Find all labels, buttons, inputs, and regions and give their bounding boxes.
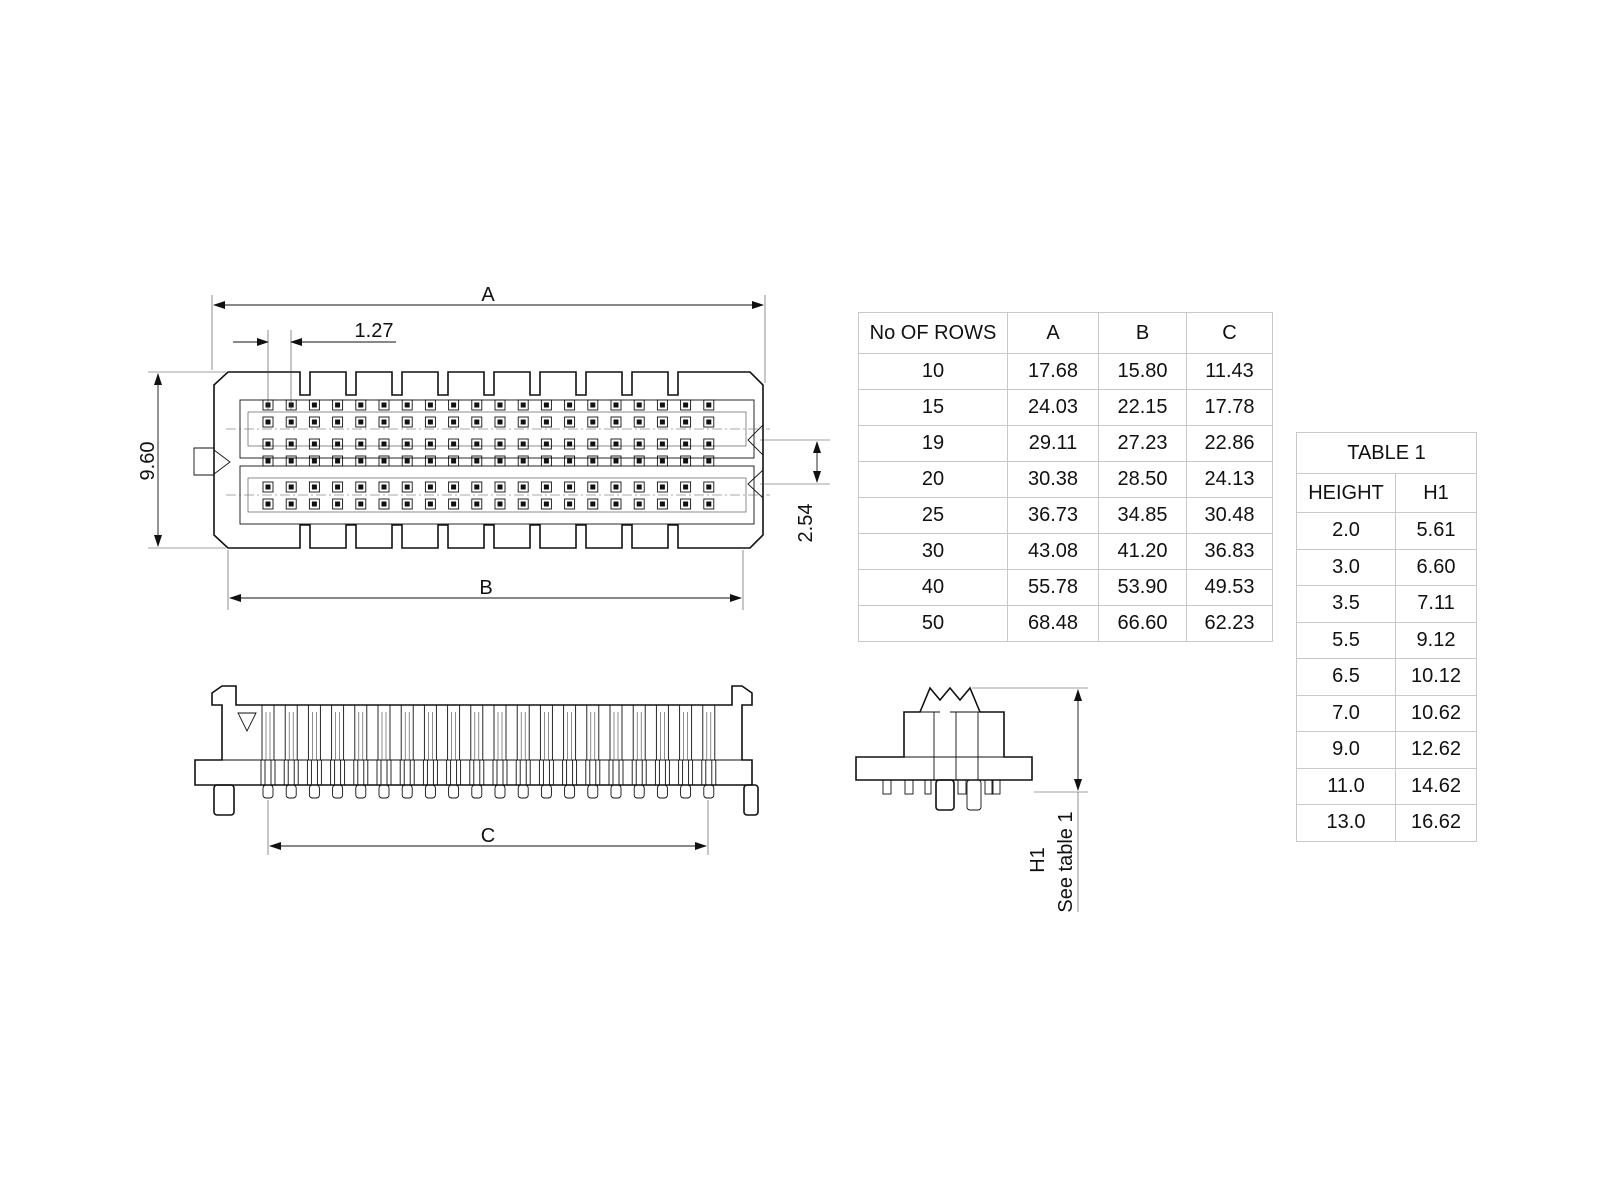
contact-column bbox=[308, 705, 320, 760]
contact-pad-core bbox=[289, 459, 294, 464]
contact-leg bbox=[609, 760, 613, 785]
contact-pad-core bbox=[706, 420, 711, 425]
contact-pad-core bbox=[498, 502, 503, 507]
side-view bbox=[856, 688, 1088, 913]
contact-pad-core bbox=[614, 403, 619, 408]
contact-pad-core bbox=[660, 485, 665, 490]
table-row bbox=[1297, 732, 1477, 769]
table-row bbox=[1297, 513, 1477, 550]
contact-pad-core bbox=[590, 485, 595, 490]
contact-column bbox=[448, 705, 460, 760]
contact-pad-core bbox=[312, 403, 317, 408]
contact-pad-core bbox=[382, 459, 387, 464]
dim-a-label: A bbox=[481, 284, 495, 306]
h1-cell: 6.60 bbox=[1396, 549, 1477, 586]
height-cell: 11.0 bbox=[1297, 768, 1396, 805]
h1-cell: 7.11 bbox=[1396, 586, 1477, 623]
contact-pad-core bbox=[544, 420, 549, 425]
contact-leg bbox=[447, 760, 451, 785]
contact-leg bbox=[539, 760, 543, 785]
contact-pad-core bbox=[706, 459, 711, 464]
b-cell: 34.85 bbox=[1099, 498, 1187, 534]
contact-pad-core bbox=[358, 459, 363, 464]
contact-pad-core bbox=[498, 485, 503, 490]
contact-pad-core bbox=[706, 442, 711, 447]
a-cell: 43.08 bbox=[1008, 534, 1099, 570]
contact-leg bbox=[261, 760, 265, 785]
a-cell: 36.73 bbox=[1008, 498, 1099, 534]
b-cell: 66.60 bbox=[1099, 606, 1187, 642]
contact-pad-core bbox=[266, 485, 271, 490]
contact-pad-core bbox=[706, 485, 711, 490]
contact-pad-core bbox=[637, 420, 642, 425]
contact-pad-core bbox=[567, 485, 572, 490]
contact-leg bbox=[493, 760, 497, 785]
c-cell: 11.43 bbox=[1187, 354, 1273, 390]
solder-tail bbox=[402, 785, 412, 798]
b-cell: 22.15 bbox=[1099, 390, 1187, 426]
contact-pad-core bbox=[335, 485, 340, 490]
solder-tail bbox=[657, 785, 667, 798]
contact-column bbox=[564, 705, 576, 760]
contact-pad-core bbox=[266, 420, 271, 425]
solder-tail bbox=[425, 785, 435, 798]
height-cell: 6.5 bbox=[1297, 659, 1396, 696]
contact-pad-core bbox=[405, 403, 410, 408]
contact-pad-core bbox=[428, 485, 433, 490]
height-table bbox=[1296, 432, 1477, 842]
contact-leg bbox=[480, 760, 484, 785]
contact-pad-core bbox=[660, 420, 665, 425]
contact-pad-core bbox=[683, 403, 688, 408]
contact-pad-core bbox=[660, 403, 665, 408]
contact-leg bbox=[573, 760, 577, 785]
solder-tail bbox=[565, 785, 575, 798]
contact-leg bbox=[586, 760, 590, 785]
height-cell: 3.5 bbox=[1297, 586, 1396, 623]
contact-pad-core bbox=[405, 502, 410, 507]
header-a: A bbox=[1008, 313, 1099, 354]
contact-pad-core bbox=[382, 485, 387, 490]
dim-pitch-label: 1.27 bbox=[354, 320, 394, 342]
contact-pad-core bbox=[521, 502, 526, 507]
table-row bbox=[859, 462, 1273, 498]
contact-pad-core bbox=[266, 442, 271, 447]
contact-pad-core bbox=[266, 459, 271, 464]
contact-pad-core bbox=[405, 485, 410, 490]
contact-pad-core bbox=[590, 502, 595, 507]
contact-column bbox=[332, 705, 344, 760]
contact-pad-core bbox=[428, 502, 433, 507]
contact-leg bbox=[712, 760, 716, 785]
contact-pad-core bbox=[289, 502, 294, 507]
contact-pad-core bbox=[614, 420, 619, 425]
rows-cell: 19 bbox=[859, 426, 1008, 462]
contact-leg bbox=[294, 760, 298, 785]
contact-pad-core bbox=[614, 459, 619, 464]
contact-leg bbox=[689, 760, 693, 785]
c-cell: 49.53 bbox=[1187, 570, 1273, 606]
contact-pad-core bbox=[451, 485, 456, 490]
contact-pad-core bbox=[451, 403, 456, 408]
table-row bbox=[1297, 659, 1477, 696]
contact-leg bbox=[377, 760, 381, 785]
contact-pad-core bbox=[474, 502, 479, 507]
contact-pad-core bbox=[521, 442, 526, 447]
contact-leg bbox=[387, 760, 391, 785]
h1-cell: 10.12 bbox=[1396, 659, 1477, 696]
contact-pad-core bbox=[382, 403, 387, 408]
contact-pad-core bbox=[637, 442, 642, 447]
c-cell: 36.83 bbox=[1187, 534, 1273, 570]
b-cell: 28.50 bbox=[1099, 462, 1187, 498]
solder-tail bbox=[681, 785, 691, 798]
contact-pad-core bbox=[567, 502, 572, 507]
contact-pad-core bbox=[706, 403, 711, 408]
contact-column bbox=[471, 705, 483, 760]
contact-column bbox=[517, 705, 529, 760]
rows-cell: 40 bbox=[859, 570, 1008, 606]
a-cell: 17.68 bbox=[1008, 354, 1099, 390]
h1-cell: 14.62 bbox=[1396, 768, 1477, 805]
contact-pad-core bbox=[382, 442, 387, 447]
contact-pad-core bbox=[451, 502, 456, 507]
solder-tail bbox=[333, 785, 343, 798]
header-no-of-rows: No OF ROWS bbox=[859, 313, 1008, 354]
contact-leg bbox=[632, 760, 636, 785]
h1-cell: 16.62 bbox=[1396, 805, 1477, 842]
solder-tail bbox=[541, 785, 551, 798]
dim-h1-label: H1 bbox=[1027, 847, 1049, 873]
contact-pad-core bbox=[683, 420, 688, 425]
front-view-contacts bbox=[261, 705, 716, 798]
contact-pad-core bbox=[614, 502, 619, 507]
contact-column bbox=[378, 705, 390, 760]
contact-pad-core bbox=[428, 459, 433, 464]
rows-dimension-table bbox=[858, 312, 1273, 642]
dim-h1-note: See table 1 bbox=[1055, 811, 1077, 913]
table-row bbox=[859, 390, 1273, 426]
contact-pad-core bbox=[335, 442, 340, 447]
contact-pad-core bbox=[451, 420, 456, 425]
h1-cell: 12.62 bbox=[1396, 732, 1477, 769]
contact-pad-core bbox=[428, 420, 433, 425]
contact-pad-core bbox=[521, 420, 526, 425]
rows-cell: 10 bbox=[859, 354, 1008, 390]
contact-pad-core bbox=[335, 403, 340, 408]
contact-leg bbox=[563, 760, 567, 785]
height-cell: 3.0 bbox=[1297, 549, 1396, 586]
solder-tail bbox=[356, 785, 366, 798]
contact-pad-core bbox=[660, 502, 665, 507]
contact-pad-core bbox=[451, 459, 456, 464]
solder-tail bbox=[449, 785, 459, 798]
contact-pad-core bbox=[289, 442, 294, 447]
a-cell: 29.11 bbox=[1008, 426, 1099, 462]
solder-tail bbox=[379, 785, 389, 798]
dim-width-label: 9.60 bbox=[137, 441, 159, 481]
contact-pad-core bbox=[521, 485, 526, 490]
contact-leg bbox=[642, 760, 646, 785]
contact-pad-core bbox=[428, 403, 433, 408]
a-cell: 68.48 bbox=[1008, 606, 1099, 642]
dim-c-label: C bbox=[480, 825, 496, 847]
contact-leg bbox=[470, 760, 474, 785]
table-row bbox=[859, 570, 1273, 606]
contact-leg bbox=[596, 760, 600, 785]
contact-column bbox=[401, 705, 413, 760]
c-cell: 30.48 bbox=[1187, 498, 1273, 534]
rows-cell: 50 bbox=[859, 606, 1008, 642]
solder-tail bbox=[518, 785, 528, 798]
b-cell: 53.90 bbox=[1099, 570, 1187, 606]
contact-leg bbox=[331, 760, 335, 785]
table-row bbox=[859, 534, 1273, 570]
contact-pad-core bbox=[451, 442, 456, 447]
contact-pad-core bbox=[312, 420, 317, 425]
contact-pad-core bbox=[382, 420, 387, 425]
contact-pad-core bbox=[498, 442, 503, 447]
contact-column bbox=[703, 705, 715, 760]
header-b: B bbox=[1099, 313, 1187, 354]
contact-pad-core bbox=[335, 420, 340, 425]
rows-cell: 20 bbox=[859, 462, 1008, 498]
a-cell: 55.78 bbox=[1008, 570, 1099, 606]
table-row bbox=[1297, 586, 1477, 623]
contact-leg bbox=[433, 760, 437, 785]
contact-leg bbox=[619, 760, 623, 785]
contact-pad-core bbox=[358, 442, 363, 447]
b-cell: 41.20 bbox=[1099, 534, 1187, 570]
contact-pad-core bbox=[590, 442, 595, 447]
a-cell: 30.38 bbox=[1008, 462, 1099, 498]
b-cell: 15.80 bbox=[1099, 354, 1187, 390]
contact-pad-core bbox=[637, 502, 642, 507]
contact-leg bbox=[284, 760, 288, 785]
contact-pad-core bbox=[567, 442, 572, 447]
contact-leg bbox=[516, 760, 520, 785]
contact-pad-core bbox=[312, 485, 317, 490]
height-table-title: TABLE 1 bbox=[1296, 432, 1477, 473]
contact-pad-core bbox=[358, 403, 363, 408]
contact-pad-core bbox=[683, 442, 688, 447]
contact-column bbox=[494, 705, 506, 760]
contact-pad-core bbox=[683, 502, 688, 507]
contact-leg bbox=[526, 760, 530, 785]
contact-pad-core bbox=[358, 502, 363, 507]
table-row bbox=[859, 606, 1273, 642]
solder-tail bbox=[309, 785, 319, 798]
a-cell: 24.03 bbox=[1008, 390, 1099, 426]
top-view-contacts bbox=[263, 400, 714, 509]
contact-pad-core bbox=[544, 459, 549, 464]
table-row bbox=[1297, 549, 1477, 586]
contact-leg bbox=[354, 760, 358, 785]
contact-pad-core bbox=[590, 459, 595, 464]
table-row bbox=[1297, 622, 1477, 659]
front-view bbox=[195, 686, 758, 855]
contact-column bbox=[355, 705, 367, 760]
contact-pad-core bbox=[683, 459, 688, 464]
header-height: HEIGHT bbox=[1297, 474, 1396, 513]
contact-leg bbox=[341, 760, 345, 785]
contact-leg bbox=[271, 760, 275, 785]
contact-pad-core bbox=[544, 485, 549, 490]
contact-leg bbox=[423, 760, 427, 785]
contact-pad-core bbox=[312, 459, 317, 464]
contact-pad-core bbox=[660, 459, 665, 464]
contact-pad-core bbox=[521, 403, 526, 408]
header-h1: H1 bbox=[1396, 474, 1477, 513]
table-row bbox=[1297, 805, 1477, 842]
solder-tail bbox=[286, 785, 296, 798]
contact-pad-core bbox=[335, 502, 340, 507]
contact-leg bbox=[307, 760, 311, 785]
contact-leg bbox=[317, 760, 321, 785]
contact-pad-core bbox=[590, 420, 595, 425]
contact-leg bbox=[503, 760, 507, 785]
contact-pad-core bbox=[312, 442, 317, 447]
table-row bbox=[859, 498, 1273, 534]
table-row bbox=[859, 354, 1273, 390]
contact-leg bbox=[549, 760, 553, 785]
height-cell: 9.0 bbox=[1297, 732, 1396, 769]
contact-pad-core bbox=[637, 459, 642, 464]
height-cell: 7.0 bbox=[1297, 695, 1396, 732]
c-cell: 24.13 bbox=[1187, 462, 1273, 498]
contact-pad-core bbox=[498, 420, 503, 425]
contact-pad-core bbox=[544, 403, 549, 408]
table-row bbox=[859, 426, 1273, 462]
solder-tail bbox=[263, 785, 273, 798]
b-cell: 27.23 bbox=[1099, 426, 1187, 462]
contact-pad-core bbox=[312, 502, 317, 507]
contact-pad-core bbox=[544, 442, 549, 447]
solder-tail bbox=[611, 785, 621, 798]
polarization-key bbox=[194, 448, 214, 475]
contact-leg bbox=[457, 760, 461, 785]
contact-pad-core bbox=[683, 485, 688, 490]
solder-tail bbox=[588, 785, 598, 798]
dim-row-spacing-label: 2.54 bbox=[795, 503, 817, 543]
h1-cell: 10.62 bbox=[1396, 695, 1477, 732]
h1-cell: 9.12 bbox=[1396, 622, 1477, 659]
contact-pad-core bbox=[474, 442, 479, 447]
solder-tail bbox=[472, 785, 482, 798]
contact-pad-core bbox=[405, 442, 410, 447]
contact-pad-core bbox=[590, 403, 595, 408]
contact-pad-core bbox=[405, 459, 410, 464]
header-c: C bbox=[1187, 313, 1273, 354]
contact-pad-core bbox=[614, 485, 619, 490]
contact-pad-core bbox=[706, 502, 711, 507]
solder-tail bbox=[634, 785, 644, 798]
height-cell: 13.0 bbox=[1297, 805, 1396, 842]
table-row bbox=[1297, 768, 1477, 805]
c-cell: 17.78 bbox=[1187, 390, 1273, 426]
height-table-header bbox=[1297, 474, 1477, 513]
contact-column bbox=[680, 705, 692, 760]
rows-cell: 30 bbox=[859, 534, 1008, 570]
contact-pad-core bbox=[474, 459, 479, 464]
rows-table-header bbox=[859, 313, 1273, 354]
contact-pad-core bbox=[428, 442, 433, 447]
solder-tail bbox=[495, 785, 505, 798]
contact-pad-core bbox=[637, 403, 642, 408]
contact-pad-core bbox=[660, 442, 665, 447]
contact-column bbox=[587, 705, 599, 760]
contact-pad-core bbox=[567, 420, 572, 425]
contact-column bbox=[610, 705, 622, 760]
height-cell: 2.0 bbox=[1297, 513, 1396, 550]
contact-column bbox=[540, 705, 552, 760]
h1-cell: 5.61 bbox=[1396, 513, 1477, 550]
contact-leg bbox=[702, 760, 706, 785]
contact-leg bbox=[655, 760, 659, 785]
contact-column bbox=[285, 705, 297, 760]
contact-leg bbox=[400, 760, 404, 785]
contact-pad-core bbox=[358, 485, 363, 490]
contact-pad-core bbox=[544, 502, 549, 507]
contact-pad-core bbox=[521, 459, 526, 464]
contact-pad-core bbox=[474, 420, 479, 425]
rows-cell: 15 bbox=[859, 390, 1008, 426]
height-cell: 5.5 bbox=[1297, 622, 1396, 659]
contact-leg bbox=[410, 760, 414, 785]
table-row bbox=[1297, 695, 1477, 732]
dim-b-label: B bbox=[479, 577, 493, 599]
c-cell: 62.23 bbox=[1187, 606, 1273, 642]
top-view bbox=[137, 284, 830, 610]
contact-pad-core bbox=[474, 403, 479, 408]
contact-column bbox=[656, 705, 668, 760]
contact-column bbox=[633, 705, 645, 760]
contact-leg bbox=[364, 760, 368, 785]
contact-pad-core bbox=[405, 420, 410, 425]
contact-leg bbox=[679, 760, 683, 785]
contact-pad-core bbox=[567, 403, 572, 408]
rows-cell: 25 bbox=[859, 498, 1008, 534]
contact-pad-core bbox=[498, 403, 503, 408]
c-cell: 22.86 bbox=[1187, 426, 1273, 462]
contact-pad-core bbox=[498, 459, 503, 464]
solder-tail bbox=[704, 785, 714, 798]
contact-pad-core bbox=[335, 459, 340, 464]
contact-leg bbox=[665, 760, 669, 785]
contact-column bbox=[424, 705, 436, 760]
contact-pad-core bbox=[637, 485, 642, 490]
contact-pad-core bbox=[289, 420, 294, 425]
contact-pad-core bbox=[474, 485, 479, 490]
contact-column bbox=[262, 705, 274, 760]
side-view-body bbox=[856, 688, 1032, 780]
contact-pad-core bbox=[289, 485, 294, 490]
contact-pad-core bbox=[266, 502, 271, 507]
contact-pad-core bbox=[567, 459, 572, 464]
contact-pad-core bbox=[358, 420, 363, 425]
contact-pad-core bbox=[382, 502, 387, 507]
contact-pad-core bbox=[614, 442, 619, 447]
